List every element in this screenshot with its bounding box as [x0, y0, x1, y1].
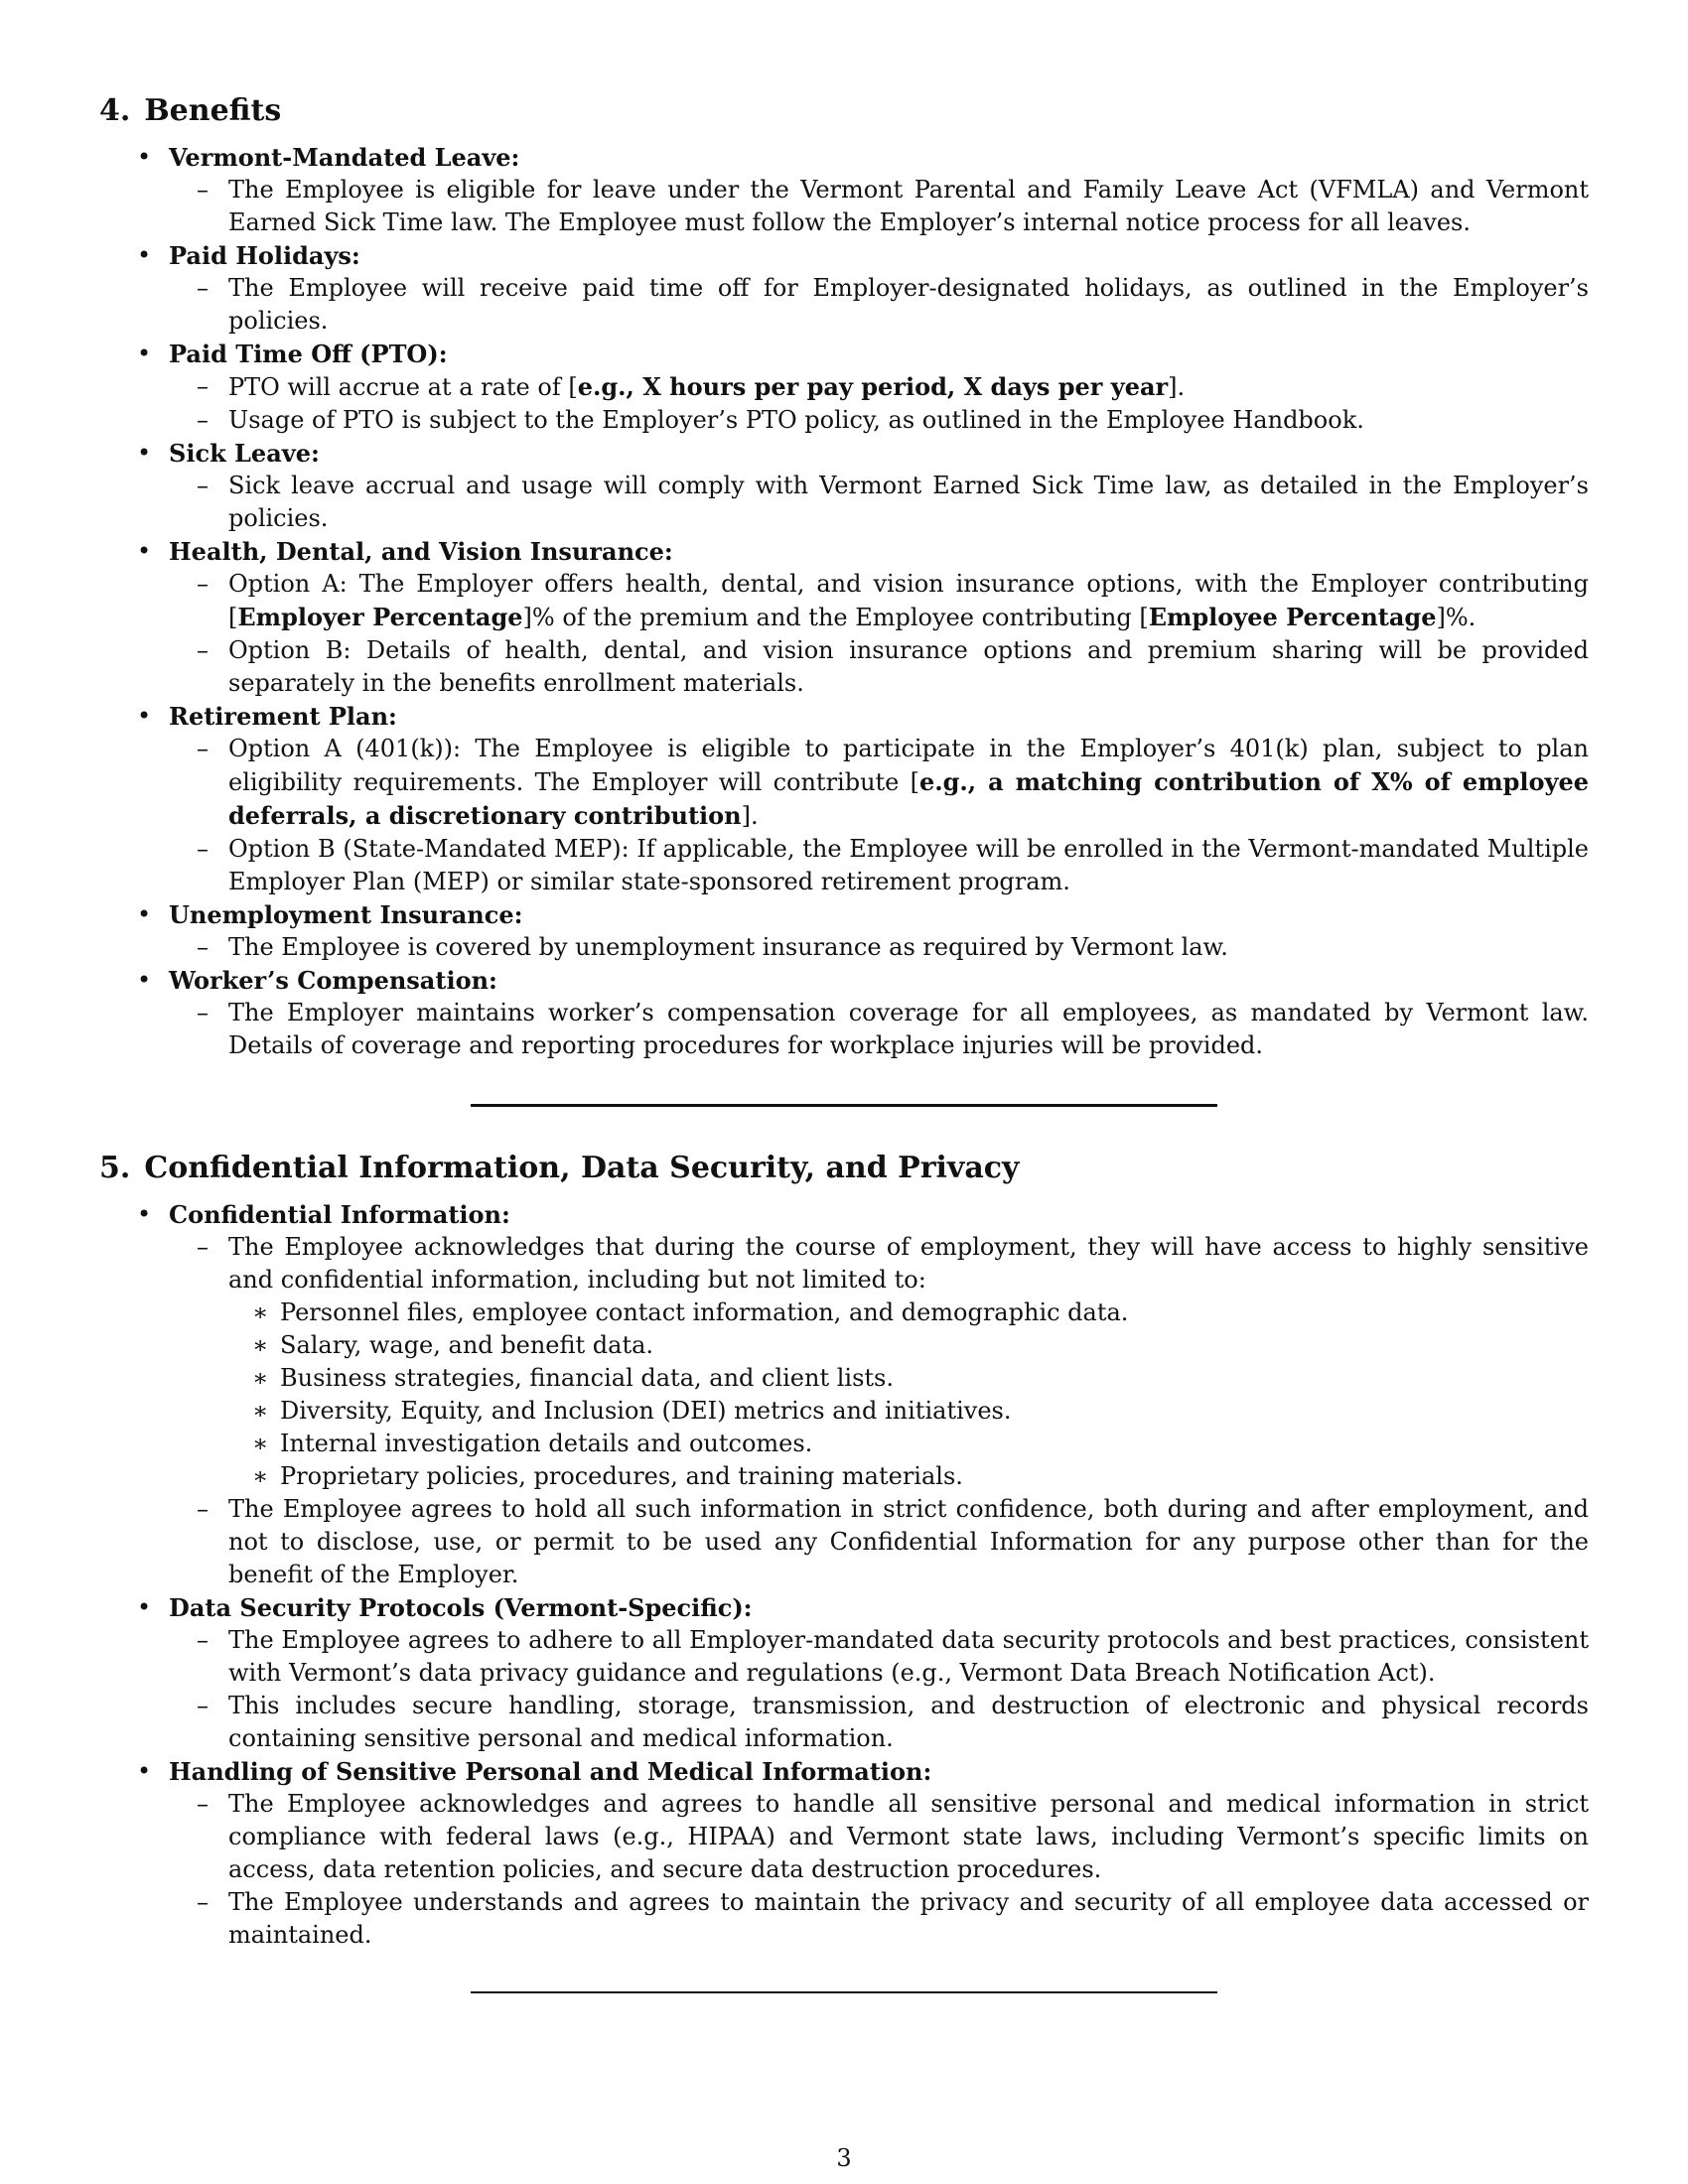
section-4-list	[99, 141, 1589, 1062]
bullet-icon: •	[137, 241, 152, 269]
bullet-icon: •	[137, 439, 152, 467]
list-item: • Sick Leave: – Sick leave accrual and usage will comply with Vermont Earned Sick Time law, as detailed in the Employer’s policies.	[99, 437, 1589, 535]
list-item: ∗ Salary, wage, and benefit data.	[228, 1329, 1589, 1362]
section-4-heading: 4. Benefits	[99, 93, 282, 128]
document-page	[99, 91, 1589, 2035]
page-number: 3	[836, 2144, 852, 2172]
bullet-icon: •	[137, 143, 152, 171]
dash-icon: –	[197, 1233, 209, 1261]
list-item: • Retirement Plan: – Option A (401(k)): The Employee is eligible to participate in the Employer’s 401(k) plan, subject to plan eligibility requirements. The Employer will contribute [e.g., a matching contribution of X% of employee deferrals, a discretionary contribution]. – Option B (State-Mandated MEP): If applicable, the Employee will be enrolled in the Vermont-mandated Multiple Employer Plan (MEP) or similar state-sponsored retirement program.	[99, 700, 1589, 898]
list-item: ∗ Diversity, Equity, and Inclusion (DEI) metrics and initiatives.	[228, 1395, 1589, 1428]
dash-icon: –	[197, 372, 209, 400]
asterisk-icon: ∗	[252, 1462, 269, 1490]
dash-icon: –	[197, 933, 209, 961]
dash-icon: –	[197, 274, 209, 302]
list-item: – The Employee understands and agrees to maintain the privacy and security of all employee data accessed or maintained.	[197, 1888, 1589, 1949]
dash-icon: –	[197, 472, 209, 499]
list-item: – The Employer maintains worker’s compensation coverage for all employees, as mandated by Vermont law. Details of coverage and reporting procedures for workplace injuries will be provided.	[197, 999, 1589, 1059]
list-item: • Vermont-Mandated Leave: – The Employee is eligible for leave under the Vermont Parental and Family Leave Act (VFMLA) and Vermont Earned Sick Time law. The Employee must follow the Employer’s internal notice process for all leaves.	[99, 141, 1589, 239]
section-divider	[471, 1991, 1217, 1993]
bullet-icon: •	[137, 1593, 152, 1621]
list-item: – The Employee will receive paid time off for Employer-designated holidays, as outlined in the Employer’s policies.	[197, 274, 1589, 335]
asterisk-icon: ∗	[252, 1331, 269, 1359]
dash-icon: –	[197, 999, 209, 1026]
list-item: • Confidential Information: – The Employee acknowledges that during the course of employment, they will have access to highly sensitive and confidential information, including but not limited to: ∗ Personnel files, employee contact information, and demographic data. ∗ Salary, wage, and benefit data. ∗ Business strategies, financial data, and client lists. ∗ Diversity, Equity, and Inclusion (DEI) metrics and initiatives. ∗ Internal investigation details and outcomes. ∗ Proprietary policies, procedures, and training materials. – The Employee agrees to hold all such information in strict confidence, both during and after employment, and not to disclose, use, or permit to be used any Confidential Information for any purpose other than for the benefit of the Employer.	[99, 1198, 1589, 1591]
section-5-list	[99, 1198, 1589, 1952]
list-item: ∗ Proprietary policies, procedures, and training materials.	[228, 1460, 1589, 1493]
bullet-icon: •	[137, 340, 152, 367]
list-item: – Option A: The Employer offers health, dental, and vision insurance options, with the Employer contributing [Employer Percentage]% of the premium and the Employee contributing [Employee Percentage]%.	[197, 570, 1589, 631]
dash-icon: –	[197, 735, 209, 762]
dash-icon: –	[197, 1692, 209, 1719]
section-divider	[471, 1104, 1217, 1107]
dash-icon: –	[197, 176, 209, 204]
list-item: • Paid Holidays: – The Employee will receive paid time off for Employer-designated holidays, as outlined in the Employer’s policies.	[99, 239, 1589, 338]
list-item: • Worker’s Compensation: – The Employer maintains worker’s compensation coverage for all employees, as mandated by Vermont law. Details of coverage and reporting procedures for workplace injuries will be provided.	[99, 964, 1589, 1062]
bullet-icon: •	[137, 1757, 152, 1785]
list-item: – The Employee is covered by unemployment insurance as required by Vermont law.	[169, 931, 1589, 964]
list-item: – This includes secure handling, storage, transmission, and destruction of electronic and physical records containing sensitive personal and medical information.	[197, 1692, 1589, 1752]
list-item: • Data Security Protocols (Vermont-Specific): – The Employee agrees to adhere to all Employer-mandated data security protocols and best practices, consistent with Vermont’s data privacy guidance and regulations (e.g., Vermont Data Breach Notification Act). – This includes secure handling, storage, transmission, and destruction of electronic and physical records containing sensitive personal and medical information.	[99, 1591, 1589, 1755]
list-item: – The Employee acknowledges and agrees to handle all sensitive personal and medical information in strict compliance with federal laws (e.g., HIPAA) and Vermont state laws, including Vermont’s specific limits on access, data retention policies, and secure data destruction procedures.	[197, 1790, 1589, 1883]
bullet-icon: •	[137, 702, 152, 730]
section-5-heading: 5. Confidential Information, Data Security, and Privacy	[99, 1151, 1020, 1185]
dash-icon: –	[197, 406, 209, 434]
dash-icon: –	[197, 835, 209, 863]
bullet-icon: •	[137, 1200, 152, 1228]
asterisk-icon: ∗	[252, 1298, 269, 1326]
asterisk-icon: ∗	[252, 1397, 269, 1425]
asterisk-icon: ∗	[252, 1364, 269, 1392]
list-item: • Unemployment Insurance: – The Employee is covered by unemployment insurance as required by Vermont law.	[99, 898, 1589, 964]
dash-icon: –	[197, 1495, 209, 1523]
list-item: – The Employee is eligible for leave under the Vermont Parental and Family Leave Act (VFMLA) and Vermont Earned Sick Time law. The Employee must follow the Employer’s internal notice process for all leaves.	[197, 176, 1589, 236]
list-item: – Option B (State-Mandated MEP): If applicable, the Employee will be enrolled in the Vermont-mandated Multiple Employer Plan (MEP) or similar state-sponsored retirement program.	[197, 835, 1589, 895]
list-item: ∗ Internal investigation details and outcomes.	[228, 1428, 1589, 1460]
asterisk-icon: ∗	[252, 1430, 269, 1457]
list-item: ∗ Personnel files, employee contact information, and demographic data.	[228, 1297, 1589, 1329]
list-item: • Health, Dental, and Vision Insurance: – Option A: The Employer offers health, dental, and vision insurance options, with the Employer contributing [Employer Percentage]% of the premium and the Employee contributing [Employee Percentage]%. – Option B: Details of health, dental, and vision insurance options and premium sharing will be provided separately in the benefits enrollment materials.	[99, 535, 1589, 700]
list-item: – Option B: Details of health, dental, and vision insurance options and premium sharing will be provided separately in the benefits enrollment materials.	[197, 636, 1589, 697]
list-item: • Handling of Sensitive Personal and Medical Information: – The Employee acknowledges and agrees to handle all sensitive personal and medical information in strict compliance with federal laws (e.g., HIPAA) and Vermont state laws, including Vermont’s specific limits on access, data retention policies, and secure data destruction procedures. – The Employee understands and agrees to maintain the privacy and security of all employee data accessed or maintained.	[99, 1755, 1589, 1952]
dash-icon: –	[197, 570, 209, 598]
dash-icon: –	[197, 1888, 209, 1916]
list-item: – The Employee agrees to hold all such information in strict confidence, both during and after employment, and not to disclose, use, or permit to be used any Confidential Information for any purpose other than for the benefit of the Employer.	[197, 1495, 1589, 1588]
bullet-icon: •	[137, 966, 152, 994]
list-item: – The Employee agrees to adhere to all Employer-mandated data security protocols and best practices, consistent with Vermont’s data privacy guidance and regulations (e.g., Vermont Data Breach Notification Act).	[197, 1626, 1589, 1687]
dash-icon: –	[197, 1626, 209, 1654]
bullet-icon: •	[137, 900, 152, 928]
dash-icon: –	[197, 1790, 209, 1818]
list-item: – Option A (401(k)): The Employee is eligible to participate in the Employer’s 401(k) plan, subject to plan eligibility requirements. The Employer will contribute [e.g., a matching contribution of X% of employee deferrals, a discretionary contribution].	[197, 735, 1589, 830]
list-item: – Sick leave accrual and usage will comply with Vermont Earned Sick Time law, as detailed in the Employer’s policies.	[197, 472, 1589, 532]
dash-icon: –	[197, 636, 209, 664]
bullet-icon: •	[137, 537, 152, 565]
list-item: – PTO will accrue at a rate of [e.g., X hours per pay period, X days per year].	[197, 372, 1186, 401]
list-item: – The Employee acknowledges that during the course of employment, they will have access to highly sensitive and confidential information, including but not limited to: ∗ Personnel files, employee contact information, and demographic data. ∗ Salary, wage, and benefit data. ∗ Business strategies, financial data, and client lists. ∗ Diversity, Equity, and Inclusion (DEI) metrics and initiatives. ∗ Internal investigation details and outcomes. ∗ Proprietary policies, procedures, and training materials.	[169, 1231, 1589, 1493]
list-item: • Paid Time Off (PTO): – PTO will accrue at a rate of [e.g., X hours per pay period, X days per year]. – Usage of PTO is subject to the Employer’s PTO policy, as outlined in the Employee Handbook.	[99, 338, 1589, 437]
list-item: – Usage of PTO is subject to the Employer’s PTO policy, as outlined in the Employee Handbook.	[169, 404, 1589, 437]
list-item: ∗ Business strategies, financial data, and client lists.	[228, 1362, 1589, 1395]
